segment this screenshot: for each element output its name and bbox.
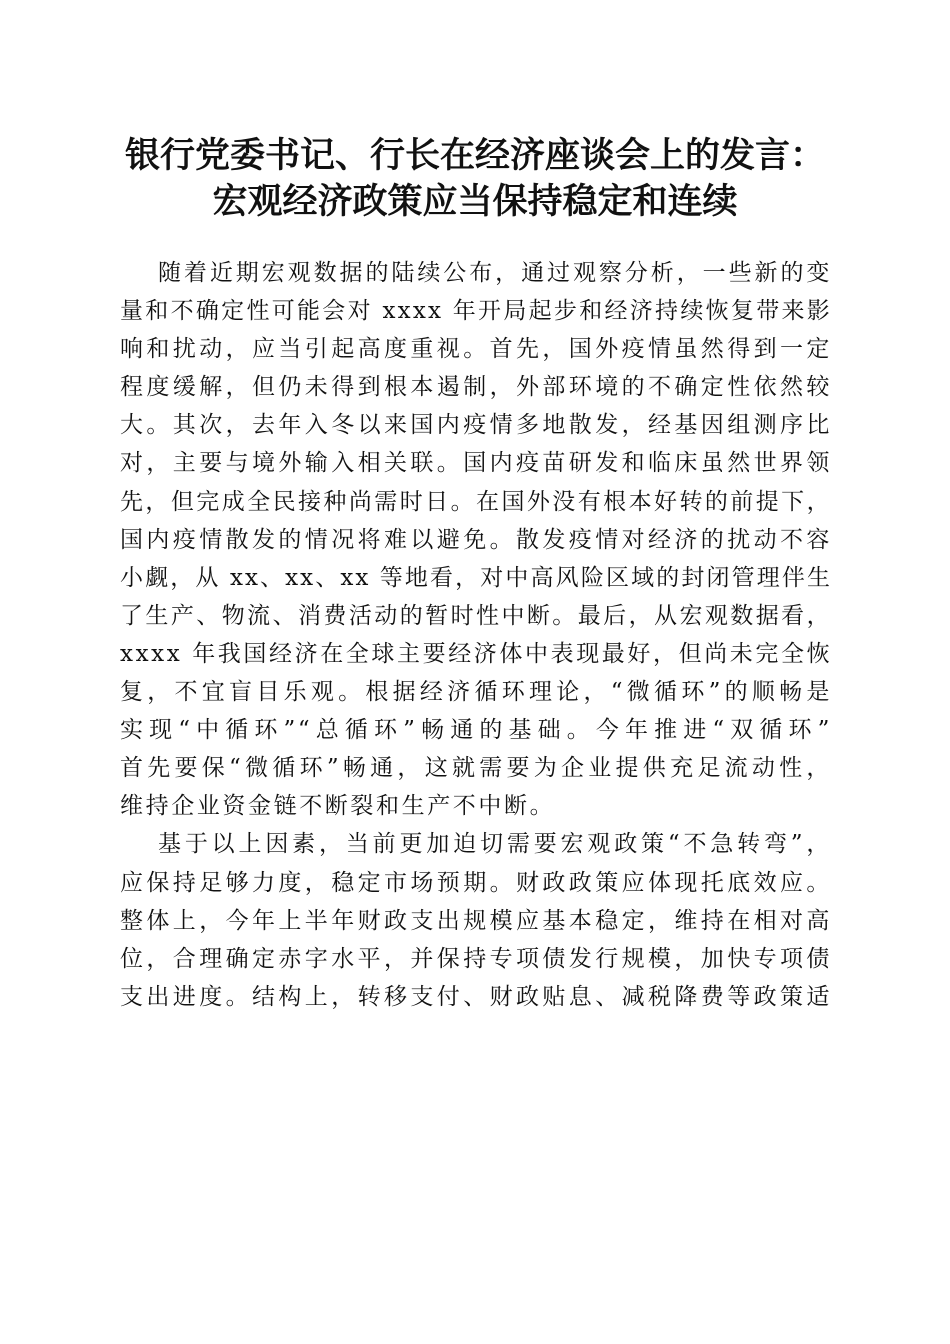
paragraph-line: 支出进度。结构上，转移支付、财政贴息、减税降费等政策适	[120, 983, 832, 1010]
paragraph-line: 对，主要与境外输入相关联。国内疫苗研发和临床虽然世界领	[120, 450, 832, 477]
paragraph-line: 小觑，从 xx、xx、xx 等地看，对中高风险区域的封闭管理伴生	[120, 564, 832, 591]
paragraph-line: 程度缓解，但仍未得到根本遏制，外部环境的不确定性依然较	[120, 374, 832, 401]
paragraph-line: 大。其次，去年入冬以来国内疫情多地散发，经基因组测序比	[120, 412, 832, 439]
paragraph-1	[120, 254, 832, 825]
paragraph-line: 先，但完成全民接种尚需时日。在国外没有根本好转的前提下，	[120, 488, 832, 515]
paragraph-line: 整体上，今年上半年财政支出规模应基本稳定，维持在相对高	[120, 907, 832, 934]
paragraph-line: 应保持足够力度，稳定市场预期。财政政策应体现托底效应。	[120, 869, 832, 896]
paragraph-line: 维持企业资金链不断裂和生产不中断。	[120, 793, 556, 820]
paragraph-line: 了生产、物流、消费活动的暂时性中断。最后，从宏观数据看，	[120, 602, 832, 629]
paragraph-line: 量和不确定性可能会对 xxxx 年开局起步和经济持续恢复带来影	[120, 298, 832, 325]
document-body	[120, 254, 832, 1016]
paragraph-line: 首先要保“微循环”畅通，这就需要为企业提供充足流动性，	[120, 755, 832, 782]
paragraph-line: 复，不宜盲目乐观。根据经济循环理论，“微循环”的顺畅是	[120, 679, 832, 706]
title-line-2: 宏观经济政策应当保持稳定和连续	[212, 181, 738, 222]
paragraph-line: 随着近期宏观数据的陆续公布，通过观察分析，一些新的变	[158, 260, 832, 286]
paragraph-line: xxxx 年我国经济在全球主要经济体中表现最好，但尚未完全恢	[120, 640, 833, 667]
paragraph-line: 位，合理确定赤字水平，并保持专项债发行规模，加快专项债	[120, 945, 832, 972]
paragraph-line: 国内疫情散发的情况将难以避免。散发疫情对经济的扰动不容	[120, 526, 832, 553]
document-title	[60, 133, 890, 225]
title-line-1: 银行党委书记、行长在经济座谈会上的发言：	[124, 135, 825, 176]
paragraph-line: 基于以上因素，当前更加迫切需要宏观政策“不急转弯”，	[158, 831, 832, 858]
paragraph-2	[120, 825, 832, 1015]
paragraph-line: 实现“中循环”“总循环”畅通的基础。今年推进“双循环”	[120, 717, 832, 744]
paragraph-line: 响和扰动，应当引起高度重视。首先，国外疫情虽然得到一定	[120, 336, 832, 363]
